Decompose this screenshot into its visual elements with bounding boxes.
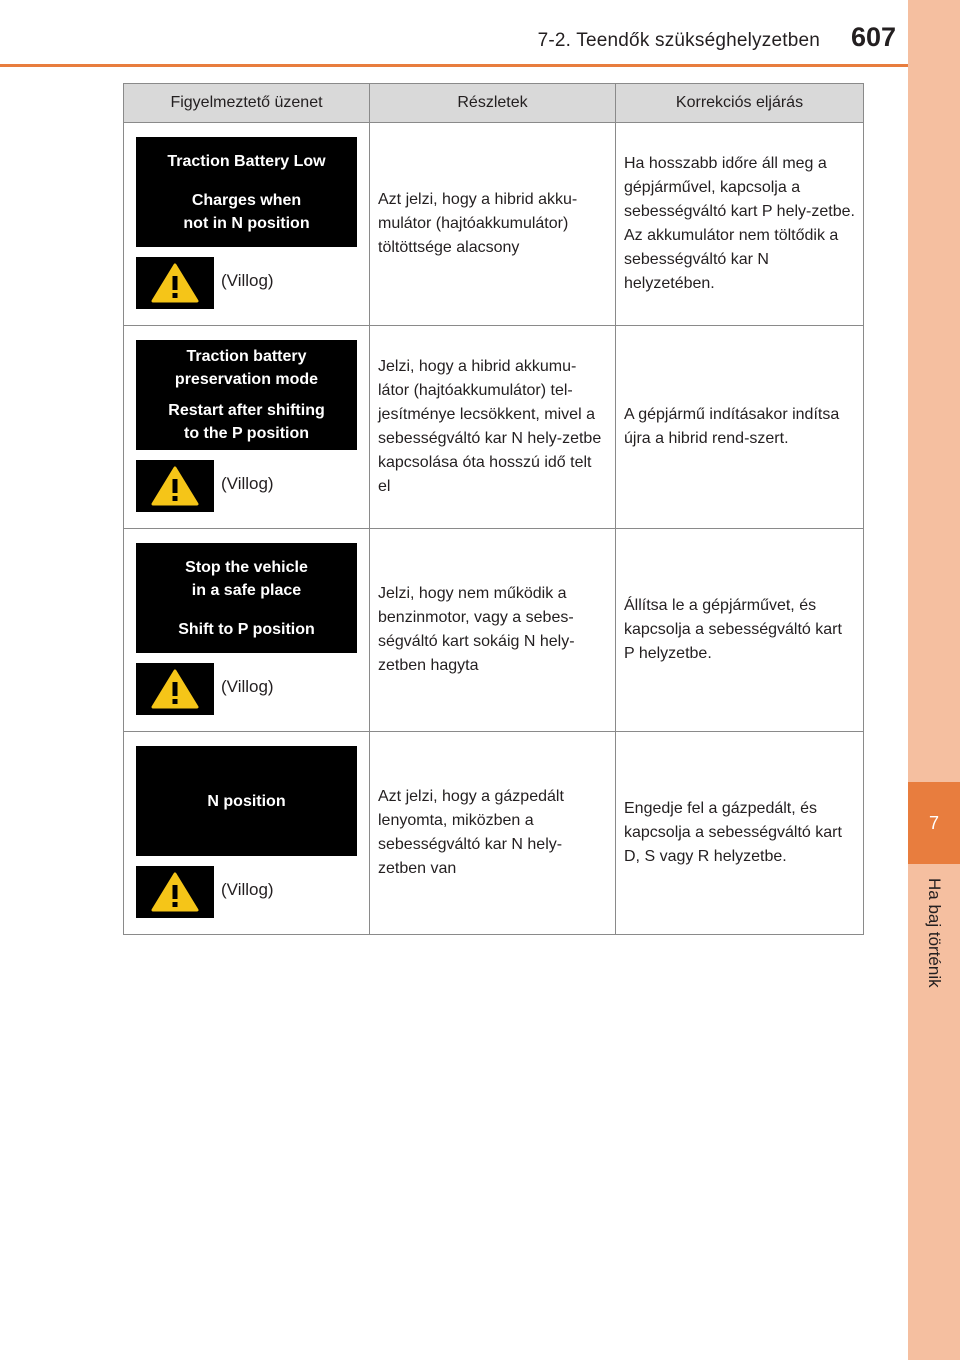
screen-line: Traction battery <box>186 348 307 365</box>
action-cell: A gépjármű indításakor indítsa újra a hibrid rend-szert. <box>616 326 864 529</box>
screen-line: N position <box>207 792 286 810</box>
details-cell: Jelzi, hogy a hibrid akkumu-látor (hajtóakkumulátor) tel-jesítménye lecsökkent, mivel a sebességváltó kar N hely-zetbe kapcsolása óta hosszú idő telt el <box>370 326 616 529</box>
blink-label: (Villog) <box>221 271 274 290</box>
action-cell: Engedje fel a gázpedált, és kapcsolja a sebességváltó kart D, S vagy R helyzetbe. <box>616 732 864 935</box>
column-header: Részletek <box>370 84 616 123</box>
blink-label: (Villog) <box>221 677 274 696</box>
screen-line: not in N position <box>183 214 310 232</box>
display-screen <box>136 543 357 653</box>
warning-triangle-icon <box>151 872 199 912</box>
screen-line: Restart after shifting <box>168 402 325 419</box>
page-number: 607 <box>850 22 896 52</box>
warning-table <box>123 83 864 935</box>
warning-message-cell <box>124 326 370 529</box>
display-screen <box>136 137 357 247</box>
table-header-row <box>124 84 864 123</box>
warning-message-cell <box>124 123 370 326</box>
chapter-label-text: Ha baj történik <box>925 878 944 988</box>
display-screen <box>136 340 357 450</box>
warning-message-cell <box>124 732 370 935</box>
warning-triangle-icon <box>151 466 199 506</box>
warning-light <box>136 257 214 309</box>
table-row <box>124 732 864 935</box>
table-row <box>124 529 864 732</box>
section-title: 7-2. Teendők szükséghelyzetben <box>537 30 820 51</box>
blink-label: (Villog) <box>221 474 274 493</box>
warning-light <box>136 460 214 512</box>
screen-line: preservation mode <box>174 371 319 388</box>
table-row <box>124 123 864 326</box>
warning-message-cell <box>124 529 370 732</box>
chapter-label <box>908 878 960 1018</box>
screen-line: to the P position <box>183 425 310 442</box>
details-cell: Azt jelzi, hogy a hibrid akku-mulátor (hajtóakkumulátor) töltöttsége alacsony <box>370 123 616 326</box>
table-row <box>124 326 864 529</box>
blink-label: (Villog) <box>221 880 274 899</box>
screen-line: Traction Battery Low <box>167 152 326 170</box>
details-cell: Jelzi, hogy nem működik a benzinmotor, vagy a sebes-ségváltó kart sokáig N hely-zetben hagyta <box>370 529 616 732</box>
chapter-tab[interactable] <box>908 782 960 864</box>
warning-triangle-icon <box>151 263 199 303</box>
warning-light <box>136 663 214 715</box>
column-header: Korrekciós eljárás <box>616 84 864 123</box>
chapter-number: 7 <box>928 812 939 833</box>
warning-triangle-icon <box>151 669 199 709</box>
warning-light <box>136 866 214 918</box>
header-rule <box>0 64 908 67</box>
action-cell: Állítsa le a gépjárművet, és kapcsolja a sebességváltó kart P helyzetbe. <box>616 529 864 732</box>
action-cell: Ha hosszabb időre áll meg a gépjárművel, kapcsolja a sebességváltó kart P hely-zetbe. Az akkumulátor nem töltődik a sebességváltó kar N helyzetében. <box>616 123 864 326</box>
screen-line: Stop the vehicle <box>185 558 308 576</box>
details-cell: Azt jelzi, hogy a gázpedált lenyomta, miközben a sebességváltó kar N hely-zetben van <box>370 732 616 935</box>
column-header: Figyelmeztető üzenet <box>124 84 370 123</box>
side-strip <box>908 0 960 1360</box>
screen-line: Shift to P position <box>178 620 315 638</box>
screen-line: in a safe place <box>191 581 302 599</box>
screen-line: Charges when <box>191 191 302 209</box>
display-screen <box>136 746 357 856</box>
